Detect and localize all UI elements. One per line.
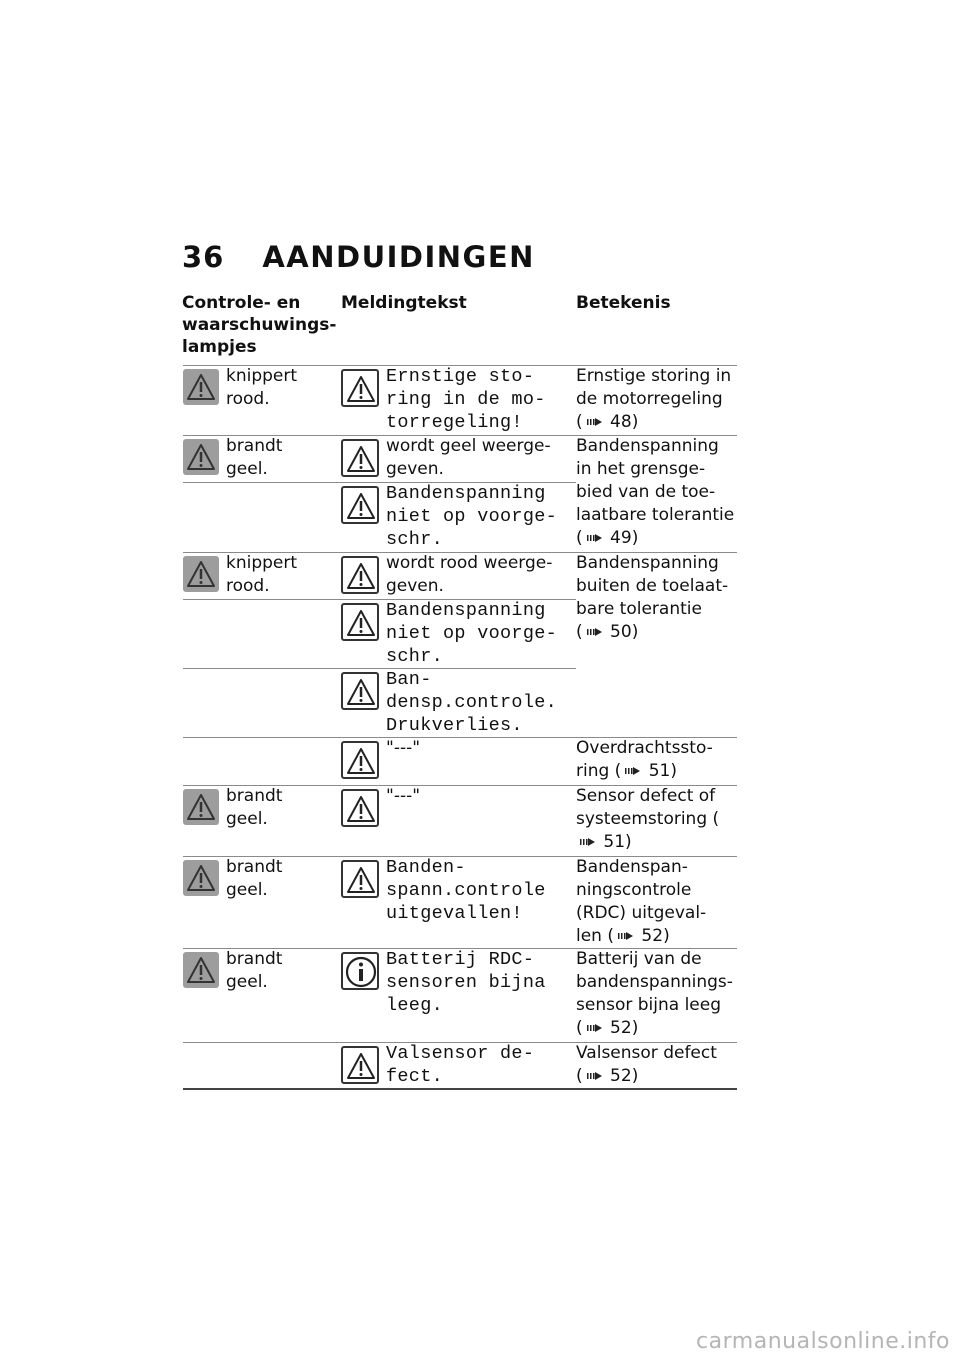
lamp-state-line: geel. xyxy=(226,880,268,900)
page-reference-arrow-icon xyxy=(616,930,634,942)
message-line: leeg. xyxy=(386,995,444,1016)
page-reference-arrow-icon xyxy=(585,1070,603,1082)
lamp-state-line: geel. xyxy=(226,972,268,992)
lamp-state-text xyxy=(226,948,336,994)
warning-lamp-icon xyxy=(183,952,219,988)
page-reference-arrow-icon xyxy=(585,1022,603,1034)
table-divider xyxy=(183,435,737,436)
page-reference[interactable]: 52 xyxy=(636,926,664,946)
warning-triangle-icon xyxy=(341,789,379,827)
meaning-text xyxy=(576,856,741,948)
message-line: sensoren bijna xyxy=(386,972,546,993)
lamp-state-text xyxy=(226,785,336,831)
meaning-line: de motorregeling xyxy=(576,389,723,409)
meaning-line: (RDC) uitgeval- xyxy=(576,903,707,923)
chapter-title: AANDUIDINGEN xyxy=(262,240,535,274)
meaning-text xyxy=(576,435,741,550)
meaning-line: Overdrachtssto- xyxy=(576,738,713,758)
lamp-state-text xyxy=(226,856,336,902)
message-line: Ban- xyxy=(386,669,432,690)
meaning-line: bied van de toe- xyxy=(576,482,716,502)
message-text xyxy=(386,948,571,1017)
lamp-state-line: rood. xyxy=(226,389,270,409)
meaning-line: Sensor defect of xyxy=(576,786,716,806)
warning-lamp-icon xyxy=(183,556,219,592)
meaning-text xyxy=(576,1042,741,1088)
table-divider xyxy=(183,856,737,857)
header-message: Meldingtekst xyxy=(341,293,467,313)
message-text xyxy=(386,785,571,808)
header-lamps-line: Controle- en xyxy=(182,293,301,313)
message-text xyxy=(386,599,571,668)
message-line: schr. xyxy=(386,529,444,550)
message-line: Valsensor de- xyxy=(386,1043,535,1064)
warning-lamp-icon xyxy=(183,369,219,405)
meaning-line: Ernstige storing in xyxy=(576,366,732,386)
message-line: wordt rood weerge- xyxy=(386,553,553,573)
header-meaning: Betekenis xyxy=(576,293,671,313)
header-lamps-line: waarschuwings- xyxy=(182,315,337,335)
meaning-line: Valsensor defect xyxy=(576,1043,717,1063)
table-divider xyxy=(183,737,737,738)
message-text xyxy=(386,1042,571,1088)
table-bottom-divider xyxy=(183,1088,737,1090)
page-reference-arrow-icon xyxy=(585,532,603,544)
meaning-line: ring ( 51) xyxy=(576,761,678,781)
message-line: Ernstige sto- xyxy=(386,366,535,387)
page-reference-line: ( 52) xyxy=(576,1018,639,1038)
meaning-line: len ( 52) xyxy=(576,926,670,946)
meaning-line: Bandenspanning xyxy=(576,436,719,456)
page-reference-arrow-icon xyxy=(585,416,603,428)
header-lamps-line: lampjes xyxy=(182,337,257,357)
meaning-text xyxy=(576,948,741,1040)
page-reference[interactable]: 52 xyxy=(604,1018,632,1038)
table-divider xyxy=(183,482,576,483)
table-divider xyxy=(183,785,737,786)
message-line: schr. xyxy=(386,646,444,667)
message-line: "---" xyxy=(386,738,421,758)
message-line: fect. xyxy=(386,1066,444,1087)
message-line: wordt geel weerge- xyxy=(386,436,551,456)
meaning-line: ningscontrole xyxy=(576,880,692,900)
message-line: "---" xyxy=(386,786,421,806)
warning-lamp-icon xyxy=(183,439,219,475)
warning-triangle-icon xyxy=(341,603,379,641)
meaning-line: sensor bijna leeg xyxy=(576,995,722,1015)
meaning-text xyxy=(576,552,741,644)
message-line: uitgevallen! xyxy=(386,903,523,924)
message-line: Batterij RDC- xyxy=(386,949,535,970)
meaning-line: Bandenspan- xyxy=(576,857,688,877)
page-reference-arrow-icon xyxy=(578,836,596,848)
message-line: densp.controle. xyxy=(386,692,558,713)
header-lamps xyxy=(182,292,336,358)
meaning-line: systeemstoring ( 51) xyxy=(576,809,720,852)
message-line: geven. xyxy=(386,576,444,596)
meaning-line: buiten de toelaat- xyxy=(576,576,729,596)
meaning-line: laatbare tolerantie xyxy=(576,505,735,525)
message-text xyxy=(386,435,571,481)
page-reference[interactable]: 50 xyxy=(604,622,632,642)
page-reference[interactable]: 48 xyxy=(604,412,632,432)
message-line: niet op voorge- xyxy=(386,623,558,644)
page-reference-line: ( 49) xyxy=(576,528,639,548)
table-divider xyxy=(183,1042,737,1043)
lamp-state-line: brandt xyxy=(226,949,283,969)
message-line: Drukverlies. xyxy=(386,715,523,736)
lamp-state-line: brandt xyxy=(226,786,283,806)
page-reference[interactable]: 51 xyxy=(643,761,671,781)
meaning-text xyxy=(576,365,741,434)
lamp-state-line: brandt xyxy=(226,436,283,456)
lamp-state-line: brandt xyxy=(226,857,283,877)
page-header xyxy=(182,240,535,274)
warning-triangle-icon xyxy=(341,1046,379,1084)
warning-lamp-icon xyxy=(183,789,219,825)
meaning-line: in het grensge- xyxy=(576,459,706,479)
message-text xyxy=(386,856,571,925)
page-reference-line: ( 50) xyxy=(576,622,639,642)
warning-lamp-icon xyxy=(183,860,219,896)
message-line: ring in de mo- xyxy=(386,389,546,410)
table-divider xyxy=(183,552,737,553)
message-text xyxy=(386,668,571,737)
message-line: geven. xyxy=(386,459,444,479)
message-line: spann.controle xyxy=(386,880,546,901)
page-number: 36 xyxy=(182,240,225,274)
watermark: carmanualsonline.info xyxy=(696,1329,950,1354)
meaning-line: Bandenspanning xyxy=(576,553,719,573)
table-divider xyxy=(183,948,737,949)
message-line: Bandenspanning xyxy=(386,483,546,504)
lamp-state-line: knippert xyxy=(226,553,298,573)
table-divider xyxy=(183,365,737,366)
message-text xyxy=(386,482,571,551)
meaning-line: Batterij van de xyxy=(576,949,702,969)
message-text xyxy=(386,365,571,434)
info-circle-icon xyxy=(341,952,379,990)
page-reference-arrow-icon xyxy=(623,765,641,777)
lamp-state-text xyxy=(226,552,336,598)
warning-triangle-icon xyxy=(341,486,379,524)
meaning-text xyxy=(576,737,741,783)
lamp-state-line: geel. xyxy=(226,809,268,829)
message-text xyxy=(386,737,571,760)
meaning-text xyxy=(576,785,741,854)
message-line: Bandenspanning xyxy=(386,600,546,621)
page-reference-line: ( 48) xyxy=(576,412,639,432)
lamp-state-text xyxy=(226,435,336,481)
table-divider xyxy=(183,668,576,669)
message-text xyxy=(386,552,571,598)
warning-triangle-icon xyxy=(341,741,379,779)
meaning-line: bandenspannings- xyxy=(576,972,733,992)
page-reference-arrow-icon xyxy=(585,626,603,638)
warning-triangle-icon xyxy=(341,860,379,898)
meaning-line: bare tolerantie xyxy=(576,599,702,619)
page-reference[interactable]: 51 xyxy=(598,832,626,852)
warning-triangle-icon xyxy=(341,672,379,710)
lamp-state-line: knippert xyxy=(226,366,298,386)
message-line: Banden- xyxy=(386,857,466,878)
page-reference[interactable]: 49 xyxy=(604,528,632,548)
message-line: torregeling! xyxy=(386,412,523,433)
table-divider xyxy=(183,599,576,600)
page-reference-line: ( 52) xyxy=(576,1066,639,1086)
lamp-state-line: geel. xyxy=(226,459,268,479)
page-reference[interactable]: 52 xyxy=(604,1066,632,1086)
warning-triangle-icon xyxy=(341,556,379,594)
lamp-state-line: rood. xyxy=(226,576,270,596)
warning-triangle-icon xyxy=(341,369,379,407)
lamp-state-text xyxy=(226,365,336,411)
warning-triangle-icon xyxy=(341,439,379,477)
message-line: niet op voorge- xyxy=(386,506,558,527)
